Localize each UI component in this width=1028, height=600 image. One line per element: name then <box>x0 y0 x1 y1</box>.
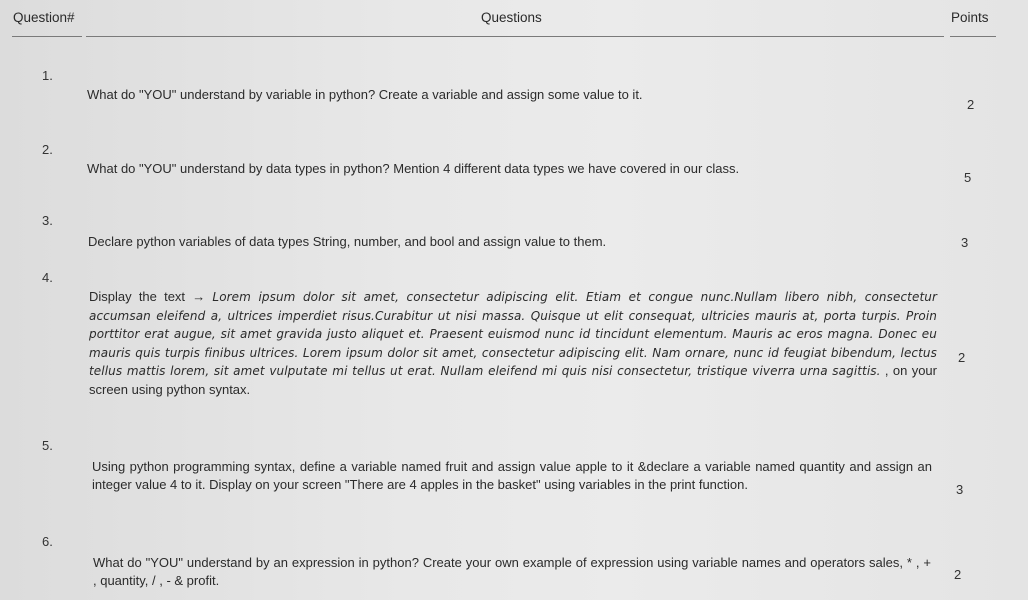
question-number: 2. <box>42 142 53 157</box>
header-divider-3 <box>950 36 996 37</box>
header-divider-1 <box>12 36 82 37</box>
question-text: Declare python variables of data types String, number, and bool and assign value to them. <box>88 234 607 249</box>
question-points: 5 <box>964 170 972 185</box>
question-points: 2 <box>954 567 962 582</box>
lorem-ipsum-text: Lorem ipsum dolor sit amet, consectetur adipiscing elit. Etiam et congue nunc.Nullam libero nibh, consectetur accumsan eleifend a, ultrices imperdiet risus.Curabitur ut nisi massa. Quisque ut elit consequat, ultricies mauris at, porta turpis. Proin porttitor erat augue, sit amet gravida justo aliquet et. Praesent euismod nunc id tincidunt elementum. Mauris ac eros magna. Donec eu mauris quis turpis finibus ultrices. Lorem ipsum dolor sit amet, consectetur adipiscing elit. Nam ornare, nunc id feugiat bibendum, lectus tellus mattis lorem, sit amet vulputate mi tellus ut erat. Nullam eleifend mi quis nisi consectetur, tristique viverra urna sagittis. <box>89 290 937 378</box>
question-text: Using python programming syntax, define a variable named fruit and assign value apple to it &declare a variable named quantity and assign an integer value 4 to it. Display on your screen "There are 4 apples in the basket" using variables in the print function. <box>92 459 932 492</box>
question-points: 3 <box>961 235 969 250</box>
question-text-suffix: , on your screen using python syntax. <box>89 363 937 397</box>
question-points: 3 <box>956 482 964 497</box>
question-number: 4. <box>42 270 53 285</box>
header-points: Points <box>951 10 989 25</box>
header-questions: Questions <box>481 10 542 25</box>
question-number: 5. <box>42 438 53 453</box>
question-points: 2 <box>967 97 975 112</box>
header-question-number: Question# <box>13 10 75 25</box>
question-points: 2 <box>958 350 966 365</box>
question-text: What do "YOU" understand by data types in python? Mention 4 different data types we have covered in our class. <box>87 161 740 176</box>
question-text <box>89 288 937 398</box>
question-text: What do "YOU" understand by variable in python? Create a variable and assign some value to it. <box>87 87 643 102</box>
question-number: 1. <box>42 68 53 83</box>
header-divider-2 <box>86 36 944 37</box>
question-text: What do "YOU" understand by an expression in python? Create your own example of expression using variable names and operators sales, * , + , quantity, / , - & profit. <box>93 555 931 588</box>
question-number: 3. <box>42 213 53 228</box>
question-text-prefix: Display the text → <box>89 289 213 304</box>
question-number: 6. <box>42 534 53 549</box>
